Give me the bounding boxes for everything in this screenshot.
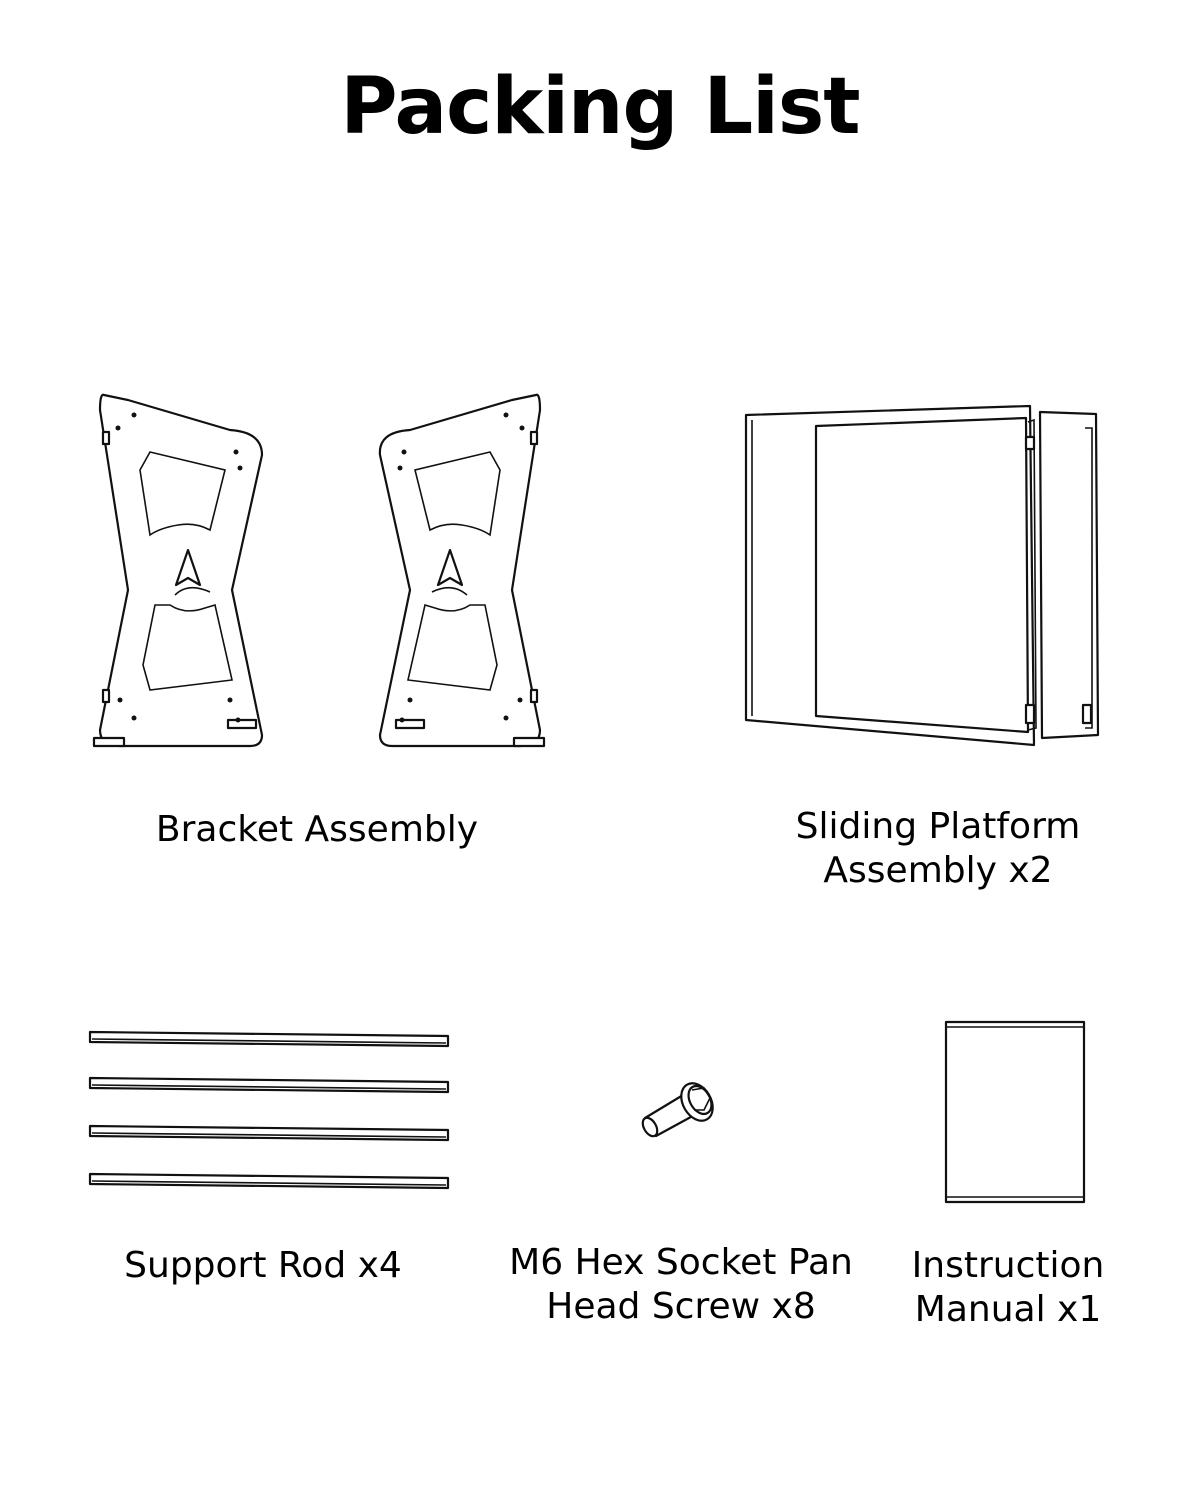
page-title: Packing List	[340, 62, 860, 152]
instruction-manual-label: Instruction Manual x1	[911, 1245, 1105, 1330]
sliding-platform-label: Sliding Platform Assembly x2	[795, 806, 1081, 891]
hex-screw-label: M6 Hex Socket Pan Head Screw x8	[509, 1242, 853, 1327]
hex-screw-icon	[640, 1078, 719, 1139]
support-rod-icon	[90, 1032, 448, 1188]
support-rod-label: Support Rod x4	[124, 1245, 402, 1286]
sliding-platform-icon	[746, 406, 1098, 745]
bracket-left-icon	[94, 395, 262, 746]
bracket-right-icon	[380, 395, 544, 746]
bracket-assembly-label: Bracket Assembly	[155, 809, 479, 850]
bracket-assembly-icon	[94, 395, 544, 746]
instruction-manual-icon	[946, 1022, 1084, 1202]
